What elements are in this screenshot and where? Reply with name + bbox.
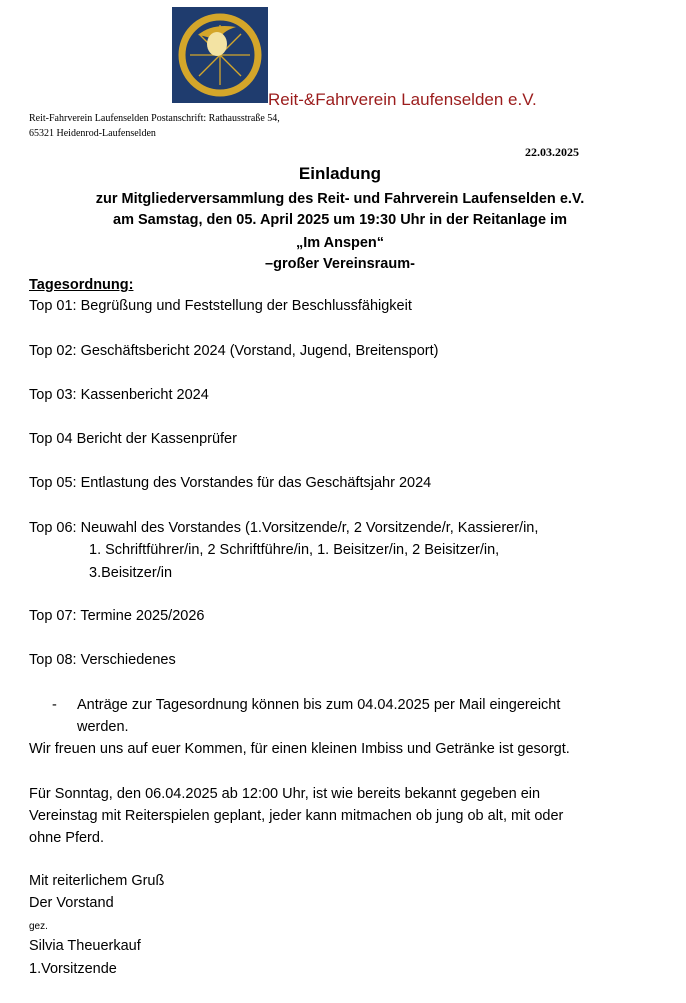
invitation-room: –großer Vereinsraum-	[265, 256, 415, 272]
motion-deadline-note: Anträge zur Tagesordnung können bis zum 04.04.2025 per Mail eingereicht	[77, 697, 561, 713]
organization-name: Reit-&Fahrverein Laufenselden e.V.	[268, 90, 537, 109]
letter-date: 22.03.2025	[525, 145, 579, 159]
invitation-line-1: zur Mitgliederversammlung des Reit- und Fahrverein Laufenselden e.V.	[95, 191, 585, 207]
sunday-event-line-2: Vereinstag mit Reiterspielen geplant, jeder kann mitmachen ob jung ob alt, mit oder	[29, 808, 564, 824]
sunday-event-line-1: Für Sonntag, den 06.04.2025 ab 12:00 Uhr, ist wie bereits bekannt gegeben ein	[29, 786, 541, 802]
agenda-item-03: Top 03: Kassenbericht 2024	[29, 387, 209, 403]
bullet-dash: -	[52, 697, 57, 713]
invitation-title: Einladung	[298, 164, 382, 183]
signer-name: Silvia Theuerkauf	[29, 938, 141, 954]
agenda-item-08: Top 08: Verschiedenes	[29, 652, 176, 668]
agenda-item-06-cont-2: 3.Beisitzer/in	[89, 565, 173, 581]
sunday-event-line-3: ohne Pferd.	[29, 830, 104, 846]
motion-deadline-note-cont: werden.	[77, 719, 129, 735]
club-logo	[172, 7, 268, 103]
signer-role: 1.Vorsitzende	[29, 961, 117, 977]
agenda-item-05: Top 05: Entlastung des Vorstandes für das Geschäftsjahr 2024	[29, 475, 432, 491]
signed-abbrev: gez.	[29, 921, 48, 932]
closing-sentence: Wir freuen uns auf euer Kommen, für einen kleinen Imbiss und Getränke ist gesorgt.	[29, 741, 570, 757]
agenda-heading: Tagesordnung:	[29, 277, 134, 293]
invitation-line-2: am Samstag, den 05. April 2025 um 19:30 Uhr in der Reitanlage im	[113, 212, 567, 228]
postal-address-line-2: 65321 Heidenrod-Laufenselden	[29, 128, 156, 139]
agenda-item-07: Top 07: Termine 2025/2026	[29, 608, 205, 624]
agenda-item-06-cont-1: 1. Schriftführer/in, 2 Schriftführe/in, 1. Beisitzer/in, 2 Beisitzer/in,	[89, 542, 500, 558]
agenda-item-04: Top 04 Bericht der Kassenprüfer	[29, 431, 237, 447]
agenda-item-06: Top 06: Neuwahl des Vorstandes (1.Vorsitzende/r, 2 Vorsitzende/r, Kassierer/in,	[29, 520, 539, 536]
invitation-location: „Im Anspen“	[295, 235, 385, 251]
agenda-item-01: Top 01: Begrüßung und Feststellung der Beschlussfähigkeit	[29, 298, 412, 314]
agenda-item-02: Top 02: Geschäftsbericht 2024 (Vorstand, Jugend, Breitensport)	[29, 343, 439, 359]
greeting: Mit reiterlichem Gruß	[29, 873, 165, 889]
postal-address-line-1: Reit-Fahrverein Laufenselden Postanschrift: Rathausstraße 54,	[29, 113, 280, 124]
board-signoff: Der Vorstand	[29, 895, 114, 911]
